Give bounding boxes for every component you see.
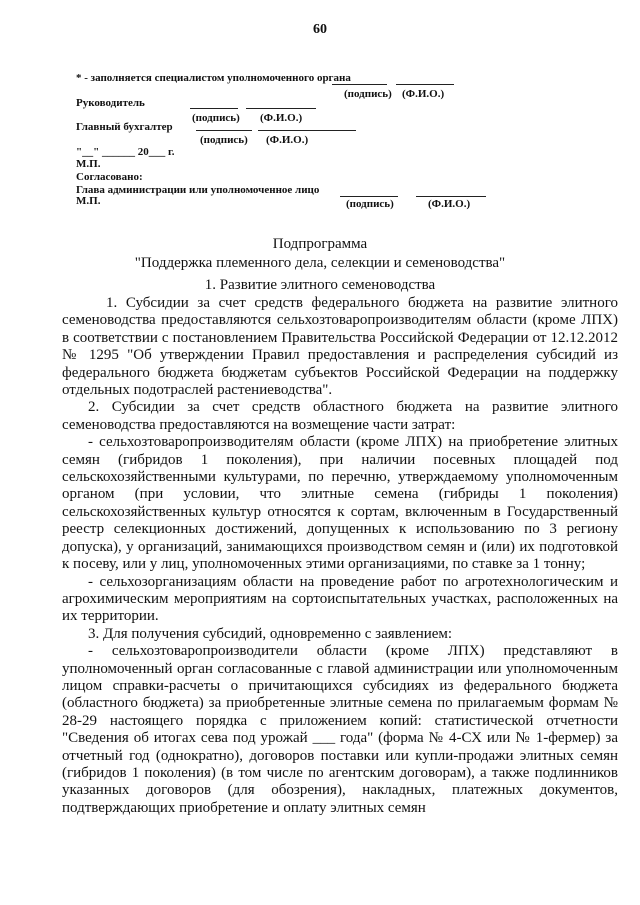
director-signature-line — [190, 108, 238, 109]
director-label: Руководитель — [76, 97, 145, 109]
paragraph-2a: - сельхозтоваропроизводителям области (кроме ЛПХ) на приобретение элитных семян (гибридов 1 поколения), при наличии посевных площадей под сельскохозяйственными культурами, по перечню, утверждаемому уполномоченным органом (при условии, что элитные семена (гибриды 1 поколения) сельскохозяйственных культур относятся к сортам, включенным в Государственный реестр селекционных достижений, допущенных к использованию по 3 региону допуска), у организаций, занимающихся производством семян и (или) их подготовкой к посеву, или у лиц, уполномоченных этими организациями, по ставке за 1 тонну; — [62, 434, 618, 573]
admin-name-line — [416, 196, 486, 197]
paragraph-1: 1. Субсидии за счет средств федерального бюджета на развитие элитного семеноводства предоставляются сельхозтоваропроизводителям области (кроме ЛПХ) в соответствии с постановлением Правительства Российской Федерации от 12.12.2012 № 1295 "Об утверждении Правил предоставления и распределения субсидий из федерального бюджета бюджетам субъектов Российской Федерации на поддержку отдельных подотраслей растениеводства". — [62, 295, 618, 399]
specialist-note: * - заполняется специалистом уполномоченного органа — [76, 72, 351, 84]
admin-signature-caption: (подпись) — [346, 198, 394, 210]
subprogram-name: "Поддержка племенного дела, селекции и семеноводства" — [134, 255, 506, 271]
page-number: 60 — [313, 22, 327, 37]
document-body — [62, 295, 618, 817]
accountant-signature-line — [196, 130, 252, 131]
accountant-signature-caption: (подпись) — [200, 134, 248, 146]
accountant-name-caption: (Ф.И.О.) — [266, 134, 309, 146]
paragraph-2b: - сельхозорганизациям области на проведение работ по агротехнологическим и агрохимическим мероприятиям на сортоиспытательных участках, расположенных на их территории. — [62, 573, 618, 625]
director-signature-caption: (подпись) — [192, 112, 240, 124]
signature-caption: (подпись) — [344, 88, 392, 100]
subprogram-title: Подпрограмма — [272, 236, 368, 252]
admin-signature-line — [340, 196, 398, 197]
director-name-line — [246, 108, 316, 109]
paragraph-3a: - сельхозтоваропроизводители области (кроме ЛПХ) представляют в уполномоченный орган согласованные с главой администрации или уполномоченным лицом справки-расчеты о причитающихся субсидиях из федерального бюджета (областного бюджета) за приобретенные элитные семена по прилагаемым формам № 28-29 настоящего порядка с приложением копий: статистической отчетности "Сведения об итогах сева под урожай ___ года" (форма № 4-СХ или № 1-фермер) за отчетный год (однократно), договоров поставки или купли-продажи элитных семян (гибридов 1 поколения) (в том числе по агентским договорам), а также подлинников указанных договоров (для обозрения), накладных, платежных документов, подтверждающих приобретение и оплату элитных семян — [62, 643, 618, 816]
paragraph-3: 3. Для получения субсидий, одновременно с заявлением: — [88, 625, 453, 642]
admin-name-caption: (Ф.И.О.) — [428, 198, 471, 210]
admin-head-label: Глава администрации или уполномоченное лицо — [76, 184, 320, 196]
date-line: "__" ______ 20___ г. — [76, 146, 175, 158]
paragraph-2: 2. Субсидии за счет средств областного бюджета на развитие элитного семеноводства предоставляются на возмещение части затрат: — [62, 399, 618, 433]
stamp-label-2: М.П. — [76, 195, 101, 207]
section-heading: 1. Развитие элитного семеноводства — [204, 277, 436, 293]
accountant-name-line — [258, 130, 356, 131]
accountant-label: Главный бухгалтер — [76, 121, 173, 133]
director-name-caption: (Ф.И.О.) — [260, 112, 303, 124]
name-caption: (Ф.И.О.) — [402, 88, 445, 100]
agreed-label: Согласовано: — [76, 171, 143, 183]
signature-line — [332, 84, 387, 85]
name-line — [396, 84, 454, 85]
stamp-label: М.П. — [76, 158, 101, 170]
